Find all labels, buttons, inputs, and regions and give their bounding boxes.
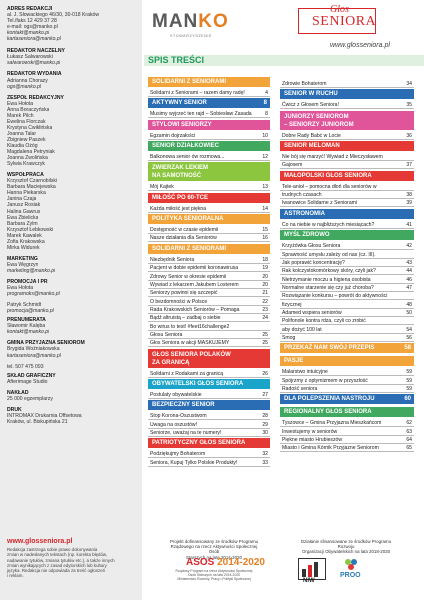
toc-entry-page: 44 <box>406 268 412 275</box>
toc-entry-page: 21 <box>262 290 268 297</box>
toc-entry-page: 54 <box>406 326 412 333</box>
toc-entry[interactable] <box>148 412 270 420</box>
toc-entry[interactable] <box>280 221 414 229</box>
toc-entry-page: 56 <box>406 335 412 341</box>
toc-entry-title: Niezbędnik Seniora <box>150 256 195 263</box>
toc-entry-title: Jak poprawić koncentrację? <box>282 259 345 266</box>
toc-entry[interactable] <box>280 199 414 207</box>
toc-entry[interactable] <box>148 450 270 458</box>
masthead-line: Patryk Schmidt <box>7 302 42 309</box>
toc-section-header[interactable] <box>280 407 414 417</box>
toc-entry-page: 10 <box>262 132 268 139</box>
toc-entry[interactable] <box>280 419 414 427</box>
toc-entry[interactable] <box>280 292 414 300</box>
toc-section-header[interactable] <box>148 379 270 389</box>
masthead-email[interactable]: kartaseniora@manko.pl <box>7 352 61 359</box>
toc-entry-page: 63 <box>406 428 412 435</box>
toc-section-header[interactable] <box>280 356 414 366</box>
toc-entry[interactable] <box>148 89 270 97</box>
toc-entry[interactable] <box>148 306 270 314</box>
toc-entry[interactable] <box>148 264 270 272</box>
toc-entry-page: 59 <box>406 369 412 376</box>
toc-entry-title: Iwanowice Solidarne z Seniorami <box>282 200 358 207</box>
toc-entry-page: 8 <box>265 111 268 118</box>
toc-section-header[interactable] <box>148 162 270 181</box>
toc-entry-title: Seniorze, uważaj na te numery! <box>150 430 222 437</box>
toc-entry-title: Wywiad z lekarzem Jakubem Losterem <box>150 281 239 288</box>
toc-section-header[interactable] <box>148 120 270 130</box>
toc-section-title: OBYWATELSKI GŁOS SENIORA <box>152 381 244 387</box>
address-email[interactable]: kartaseniora@manko.pl <box>7 36 61 43</box>
toc-entry-page: 39 <box>406 200 412 207</box>
toc-entry-page: 42 <box>406 243 412 250</box>
toc-entry[interactable] <box>280 132 414 140</box>
toc-entry-title: Rada Krakowskich Seniorów – Pomaga <box>150 306 240 313</box>
manko-logo-subtitle: STOWARZYSZENIE <box>170 34 213 38</box>
toc-entry-title: Balkonowa senior ów rozmowa... <box>150 154 225 161</box>
toc-entry-title: Pacjent w dobie epidemii koronawirusa <box>150 265 239 272</box>
toc-entry-title: Uwaga na oszustów! <box>150 421 198 428</box>
toc-entry-title: Ćwicz z Głosem Seniora! <box>282 102 339 109</box>
toc-section-header[interactable] <box>148 193 270 203</box>
toc-entry-page: 28 <box>262 413 268 420</box>
masthead-heading: REDAKTOR WYDANIA <box>7 71 62 78</box>
masthead-heading: REDAKTOR NACZELNY <box>7 48 65 55</box>
masthead-line: Krzysztof Łebkowski <box>7 226 54 233</box>
toc-section-title: MAŁOPOLSKI GŁOS SENIORA <box>284 172 372 179</box>
toc-section-title: ASTRONOMIA <box>284 210 325 217</box>
toc-entry-title: Głos Seniora w akcji MASKUJEMY <box>150 340 230 347</box>
toc-entry-title: Piękne miasto Hrubieszów <box>282 437 343 444</box>
toc-entry[interactable] <box>280 334 414 342</box>
toc-entry[interactable] <box>280 101 414 109</box>
masthead-line: Ewa Zbielicka <box>7 214 39 221</box>
toc-entry[interactable] <box>148 421 270 429</box>
toc-section-header[interactable] <box>280 230 414 240</box>
toc-entry-title: trudnych czasach <box>282 192 322 199</box>
toc-entry[interactable] <box>148 370 270 378</box>
toc-section-title: SENIOR MELOMAN <box>284 143 340 150</box>
toc-entry[interactable] <box>148 323 270 331</box>
toc-entry-title: Mój Kajtek <box>150 184 174 191</box>
masthead-line: Marek Kawalek <box>7 232 42 239</box>
masthead-line: Krzysztof Czarnobilski <box>7 178 58 185</box>
toc-section-title: DLA POLEPSZENIA NASTROJU <box>284 396 375 403</box>
toc-section-header[interactable] <box>280 111 414 130</box>
masthead-line: Ewelina Florczak <box>7 118 46 125</box>
toc-entry[interactable] <box>280 251 414 259</box>
toc-entry-page: 47 <box>406 284 412 291</box>
toc-section-title: PASJE <box>284 358 304 365</box>
toc-section-header[interactable] <box>148 214 270 224</box>
footer-funding-left: Projekt dofinansowany ze środków Programu Rządowego na rzecz Aktywności Społecznej Osób Starszych na lata 2014-2020 <box>169 539 259 560</box>
toc-section-title: REGIONALNY GŁOS SENIORA <box>284 409 372 416</box>
glos-seniora-logo-name: SENIORA <box>312 14 377 29</box>
toc-entry-page: 16 <box>262 235 268 242</box>
toc-entry-title: Spójrzmy z optymizmem w przyszłość <box>282 377 368 384</box>
masthead-line: Brygida Woźniakowska <box>7 346 60 353</box>
toc-entry-page: 19 <box>262 265 268 272</box>
toc-entry-title: O bezdomności w Polsce <box>150 298 208 305</box>
masthead-email[interactable]: programoks@manko.pl <box>7 291 60 298</box>
toc-entry-title: Adamed wspiera seniorów <box>282 309 342 316</box>
masthead-line: Sylwia Krawczyk <box>7 161 45 168</box>
toc-entry-page: 25 <box>262 340 268 347</box>
masthead-line: Łukasz Salwarowski <box>7 54 53 61</box>
toc-entry-page: 41 <box>406 221 412 228</box>
toc-entry-title: Postulaty obywatelskie <box>150 392 202 398</box>
masthead-line: Joanna Talar <box>7 130 37 137</box>
glos-seniora-logo-top: Głos <box>330 4 349 15</box>
toc-entry-title: Dostępność w czasie epidemii <box>150 227 219 234</box>
toc-entry[interactable] <box>280 276 414 284</box>
toc-entry[interactable] <box>148 256 270 264</box>
website-link[interactable]: www.glosseniora.pl <box>7 538 73 545</box>
toc-entry-page: 59 <box>406 386 412 393</box>
masthead-heading: NAKŁAD <box>7 389 29 396</box>
masthead-line: Kraków, ul. Biskupińska 21 <box>7 418 68 425</box>
masthead-line: Ewa Hołota <box>7 285 34 292</box>
toc-entry[interactable] <box>148 110 270 118</box>
toc-entry-title: Zdrowy Senior w okresie epidemii <box>150 273 227 280</box>
toc-entry[interactable] <box>280 377 414 385</box>
toc-section-header[interactable] <box>280 89 414 99</box>
toc-section-header[interactable] <box>280 209 414 219</box>
masthead-heading: MARKETING <box>7 255 38 262</box>
toc-entry-title: Dobre Rady Babć w Locie <box>282 132 341 139</box>
toc-section-header[interactable] <box>280 343 414 353</box>
toc-entry-page: 46 <box>406 276 412 283</box>
toc-section-header[interactable] <box>280 141 414 151</box>
toc-entry-page: 59 <box>406 377 412 384</box>
toc-entry-title: Seniora, Kupuj Tylko Polskie Produkty! <box>150 459 238 466</box>
toc-entry-page: 36 <box>406 132 412 139</box>
toc-section-page: 60 <box>404 396 411 403</box>
toc-entry-page: 25 <box>262 331 268 338</box>
niw-logo-icon <box>298 558 326 580</box>
toc-entry[interactable] <box>280 80 414 88</box>
toc-entry-title: Bo wirus to test! #feet16challenge2 <box>150 323 230 330</box>
proo-logo-icon <box>344 558 358 570</box>
toc-entry-page: 64 <box>406 437 412 444</box>
address-line: al. J. Słowackiego 46/30, 30-018 Kraków <box>7 12 100 19</box>
toc-title: SPIS TREŚCI <box>148 55 205 65</box>
toc-entry[interactable] <box>148 391 270 399</box>
toc-entry[interactable] <box>280 183 414 191</box>
toc-entry[interactable] <box>148 429 270 437</box>
toc-entry-title: Inwestujemy w seniorów <box>282 428 338 435</box>
masthead-email[interactable]: marketing@manko.pl <box>7 267 56 274</box>
toc-entry[interactable] <box>280 317 414 325</box>
masthead-email[interactable]: kontakt@manko.pl <box>7 329 50 336</box>
toc-entry[interactable] <box>148 183 270 191</box>
address-email[interactable]: kontakt@manko.pl <box>7 30 50 37</box>
toc-entry[interactable] <box>148 281 270 289</box>
toc-entry[interactable] <box>280 385 414 393</box>
toc-section-title: SOLIDARNI Z SENIORAMI <box>152 79 227 85</box>
masthead-line: Adrianna Chorazy <box>7 77 48 84</box>
masthead-column <box>0 0 142 600</box>
toc-section-header[interactable] <box>280 394 414 404</box>
toc-entry[interactable] <box>148 331 270 339</box>
toc-entry[interactable] <box>148 132 270 140</box>
toc-entry-title: Bądź altruistą – zadbaj o siebie <box>150 315 221 322</box>
toc-entry-title: Sprawność umysłu zależy od nas (cz. III). <box>282 251 376 258</box>
toc-section-title: STYLOWI SENIORZY <box>152 121 212 128</box>
masthead-line: Halina Gawrus <box>7 208 41 215</box>
toc-section-header[interactable] <box>280 171 414 181</box>
toc-entry-page: 30 <box>262 430 268 437</box>
masthead-line: Barbara Zylm <box>7 220 38 227</box>
masthead-line: Anna Boraczyńska <box>7 106 50 113</box>
toc-entry-title: Zdrowie Bohaterom <box>282 81 327 87</box>
toc-entry-page: 24 <box>262 315 268 322</box>
masthead-heading: SKŁAD GRAFICZNY <box>7 372 56 379</box>
toc-entry-title: Każda miłość jest piękna <box>150 205 207 212</box>
toc-section-title: PRZEKAŻ NAM SWÓJ PRZEPIS <box>284 345 375 352</box>
toc-entry[interactable] <box>148 234 270 242</box>
toc-entry-page: 22 <box>262 298 268 305</box>
toc-entry[interactable] <box>280 267 414 275</box>
masthead-line: tel. 507 475 093 <box>7 363 44 370</box>
toc-section-header[interactable] <box>148 77 270 87</box>
toc-section-page: 8 <box>263 100 267 107</box>
masthead-heading: ZESPÓŁ REDAKCYJNY <box>7 94 64 101</box>
editorial-note: Redakcja zastrzega sobie prawo dokonywania zmian w nadesłanych tekstach (np. korekta błędów, nadawanie tytułów, zmiana tytułów etc.), a także innych zmian wynikających z zasad edytorskich lub kultury języka. Redakcja nie odpowiada za treść ogłoszeń i reklam. <box>7 547 115 579</box>
toc-entry[interactable] <box>148 459 270 467</box>
toc-section-title-line2: – SENIORZY JUNIOROM <box>284 121 354 128</box>
address-heading: ADRES REDAKCJI <box>7 6 53 12</box>
toc-entry-title: Stop Korona-Oszustwom <box>150 413 207 420</box>
address-line: e-mail: ogs@manko.pl <box>7 24 58 31</box>
masthead-line: Klaudia Ożóg <box>7 143 38 149</box>
toc-entry-page: 26 <box>262 370 268 377</box>
toc-entry-page: 62 <box>406 420 412 427</box>
toc-entry-page: 29 <box>262 421 268 428</box>
toc-entry-page: 20 <box>262 273 268 280</box>
toc-entry-page: 37 <box>406 162 412 169</box>
masthead-heading: GMINA PRZYJAZNA SENIOROM <box>7 340 85 347</box>
toc-entry-title: Radość seniora <box>282 386 318 393</box>
masthead-heading: PRENUMERATA <box>7 317 46 324</box>
toc-entry[interactable] <box>148 205 270 213</box>
toc-entry-title: Głosu Seniora <box>150 331 183 338</box>
toc-entry[interactable] <box>148 314 270 322</box>
toc-section-header[interactable] <box>148 98 270 108</box>
toc-entry[interactable] <box>280 242 414 250</box>
toc-entry[interactable] <box>280 368 414 376</box>
toc-entry[interactable] <box>280 191 414 199</box>
masthead-line: Krystyna Cwiklińska <box>7 124 53 131</box>
toc-entry-page: 43 <box>406 259 412 266</box>
toc-entry-title: Rak kolczystokomórkowy skóry, czyli jak? <box>282 268 376 275</box>
proo-logo-text: PROO <box>340 572 361 579</box>
masthead-line: Sławomir Kalęba <box>7 323 46 330</box>
toc-entry-page: 18 <box>262 256 268 263</box>
masthead-line: Mirka Widurek <box>7 244 40 251</box>
niw-logo-text: NIW <box>303 578 315 584</box>
masthead-heading: DRUK <box>7 406 22 413</box>
address-line: Tel./faks 12 429 37 28 <box>7 18 57 25</box>
toc-entry-title: Normalne starzenie się czy już choroba? <box>282 284 374 291</box>
masthead-line: Janusz Rosiak <box>7 202 41 209</box>
masthead-line: Magdalena Petryniak <box>7 149 55 156</box>
toc-section-title: GŁOS SENIORA POLAKÓW <box>152 351 231 358</box>
toc-section-title: AKTYWNY SENIOR <box>152 100 207 107</box>
toc-entry[interactable] <box>148 339 270 347</box>
toc-section-title: SOLIDARNI Z SENIORAMI <box>152 245 227 252</box>
toc-entry[interactable] <box>280 284 414 292</box>
toc-entry-title: Egzamin dojrzałości <box>150 132 196 139</box>
toc-entry[interactable] <box>280 153 414 161</box>
toc-section-header[interactable] <box>148 349 270 368</box>
toc-entry-title: Miasto i Gmina Kórnik Przyjazne Seniorom <box>282 445 379 452</box>
toc-entry-page: 33 <box>262 459 268 466</box>
toc-entry-page: 4 <box>265 90 268 96</box>
footer-funding-right: Działanie sfinansowane ze środków Programu Rozwoju Organizacji Obywatelskich na lata 2018-2030 <box>300 539 392 555</box>
toc-entry-title: Krzyżówka Głosu Seniora <box>282 243 341 250</box>
header-website-link[interactable]: www.glosseniora.pl <box>330 42 390 49</box>
toc-entry[interactable] <box>148 226 270 234</box>
toc-section-title-line2: NA SAMOTNOŚĆ <box>152 173 202 180</box>
toc-entry-page: 14 <box>262 205 268 212</box>
toc-entry-page: 15 <box>262 227 268 234</box>
masthead-line: Ewa Węgrzyn <box>7 261 39 268</box>
toc-entry-title: Seniorzy powinni się szczepić <box>150 290 218 297</box>
toc-entry-page: 20 <box>262 281 268 288</box>
toc-entry-title: Smog <box>282 335 296 341</box>
toc-entry-title: Tele-anioł – pomocna dłoń dla seniorów w <box>282 183 377 190</box>
toc-section-title: MIŁOŚĆ PO 60-TCE <box>152 194 209 201</box>
masthead-line: Joanna Zwolińska <box>7 155 48 162</box>
toc-entry-title: Nie bój się marzyć! Wywiad z Mieczysławem <box>282 154 383 161</box>
toc-entry-title: Musimy wyjrzeć ten rajd – Sobiesław Zasada <box>150 111 252 118</box>
toc-entry[interactable] <box>148 153 270 161</box>
toc-entry[interactable] <box>148 273 270 281</box>
toc-section-title-line2: ZA GRANICĄ <box>152 359 190 366</box>
masthead-line: Hanna Piekarska <box>7 190 46 197</box>
masthead-line: Marek Pilch <box>7 112 34 119</box>
masthead-heading: WSPÓŁPRACA <box>7 172 44 179</box>
toc-entry[interactable] <box>148 289 270 297</box>
masthead-line: Barbara Maciejewska <box>7 184 56 191</box>
toc-entry-title: Nasze działania dla Seniorów <box>150 235 217 242</box>
toc-section-header[interactable] <box>148 438 270 448</box>
toc-entry-title: fizycznej <box>282 301 302 308</box>
toc-entry-page: 13 <box>262 184 268 191</box>
toc-entry-title: Polifonole kontra rdza, czyli co zrobić <box>282 318 366 325</box>
toc-section-title: BEZPIECZNY SENIOR <box>152 402 215 409</box>
toc-entry-title: Malarstwo intuicyjne <box>282 369 328 376</box>
toc-entry-page: 32 <box>262 451 268 458</box>
toc-entry[interactable] <box>148 298 270 306</box>
toc-section-page: 58 <box>404 345 411 352</box>
toc-section-title: POLITYKA SENIORALNA <box>152 216 224 223</box>
asos-logo-subtitle: Rządowy Program na rzecz Aktywności Społecznej Osób Starszych na lata 2014-2020 Ministerstwo Rodziny, Pracy i Polityki Społecznej <box>175 569 253 581</box>
toc-section-header[interactable] <box>148 141 270 151</box>
toc-entry[interactable] <box>280 428 414 436</box>
toc-entry-title: Podziękujmy Bohaterom <box>150 451 206 458</box>
toc-entry-page: 65 <box>406 445 412 452</box>
toc-entry-page: 27 <box>262 392 268 398</box>
toc-section-header[interactable] <box>148 244 270 254</box>
masthead-email[interactable]: salwarowski@manko.pl <box>7 60 61 67</box>
toc-section-title: ZWIERZAK LEKIEM <box>152 165 208 172</box>
toc-entry-page: 12 <box>262 154 268 161</box>
masthead-email[interactable]: ogs@manko.pl <box>7 83 42 90</box>
masthead-line: Zofia Krakowska <box>7 238 45 245</box>
toc-entry-title: Nietrzymanie moczu a higiena osobista <box>282 276 371 283</box>
masthead-line: INTROMAX Drukarnia Offsetowa <box>7 412 82 419</box>
toc-entry[interactable] <box>280 326 414 334</box>
toc-entry-title: Solidarni z Seniorami – razem damy radę! <box>150 90 245 96</box>
toc-entry-title: Gajosem <box>282 162 303 169</box>
toc-entry[interactable] <box>280 301 414 309</box>
toc-entry-page: 38 <box>406 192 412 199</box>
toc-entry-title: Solidarni z Rodakami za granicą <box>150 370 224 377</box>
toc-entry-page: 34 <box>406 81 412 87</box>
toc-entry[interactable] <box>280 161 414 169</box>
toc-entry-title: Co na niebie w najbliższych miesiącach? <box>282 221 375 228</box>
toc-entry-page: 48 <box>406 301 412 308</box>
toc-section-title: SENIOR W RUCHU <box>284 91 338 98</box>
toc-entry[interactable] <box>280 444 414 452</box>
toc-entry[interactable] <box>280 436 414 444</box>
toc-section-header[interactable] <box>148 400 270 410</box>
toc-section-title: MYŚL ZDROWO <box>284 232 330 239</box>
masthead-line: Afterimage Studio <box>7 378 48 385</box>
masthead-email[interactable]: promocja@manko.pl <box>7 308 54 315</box>
toc-entry-title: aby dożyć 100 lat <box>282 326 322 333</box>
toc-entry-page: 35 <box>406 102 412 109</box>
masthead-line: Zbigniew Paszek <box>7 136 46 143</box>
asos-logo: ASOS 2014-2020 <box>186 557 265 568</box>
toc-entry-page: 50 <box>406 309 412 316</box>
masthead-line: Ewa Hołota <box>7 100 34 107</box>
manko-logo: MANKO <box>152 11 229 32</box>
toc-entry-title: Rozwiązanie konkursu – powrót do aktywności <box>282 293 388 300</box>
toc-section-title: JUNIORZY SENIOROM <box>284 113 349 120</box>
masthead-line: Janina Czaja <box>7 196 37 203</box>
toc-section-title: PATRIOTYCZNY GŁOS SENIORA <box>152 440 246 447</box>
toc-section-title: SENIOR DZIAŁKOWIEC <box>152 143 219 150</box>
masthead-heading: PROMOCJA I PR <box>7 279 48 285</box>
toc-entry[interactable] <box>280 259 414 267</box>
toc-entry-page: 23 <box>262 306 268 313</box>
toc-entry[interactable] <box>280 309 414 317</box>
masthead-line: 25 000 egzemplarzy <box>7 395 53 402</box>
toc-entry-title: Tyszowce – Gmina Przyjazna Mieszkańcom <box>282 420 382 427</box>
